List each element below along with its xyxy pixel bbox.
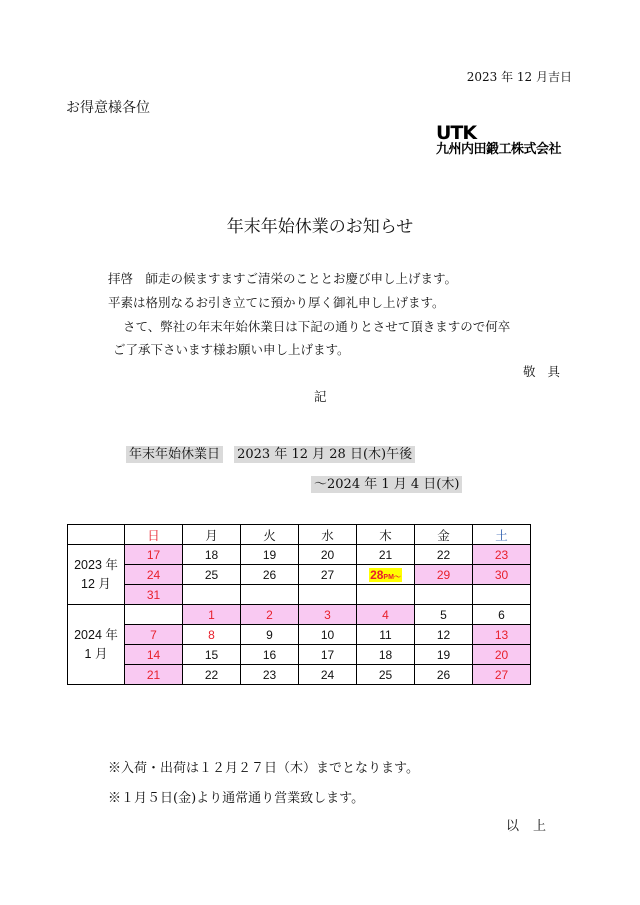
calendar-row xyxy=(68,565,531,585)
month-label-jan xyxy=(68,605,125,685)
calendar-day: 11 xyxy=(357,625,415,645)
calendar-day-number: 28 xyxy=(370,567,384,582)
calendar-day: 8 xyxy=(183,625,241,645)
jan-month: 1 月 xyxy=(84,646,108,661)
calendar-day: 24 xyxy=(125,565,183,585)
calendar-day: 19 xyxy=(241,545,299,565)
weekday-fri: 金 xyxy=(415,525,473,545)
calendar-day: 2 xyxy=(241,605,299,625)
calendar-day: 17 xyxy=(125,545,183,565)
calendar-day: 21 xyxy=(357,545,415,565)
calendar-day: 17 xyxy=(299,645,357,665)
calendar-day: 30 xyxy=(473,565,531,585)
weekday-header-row xyxy=(68,525,531,545)
calendar-row xyxy=(68,585,531,605)
calendar-day: 22 xyxy=(183,665,241,685)
weekday-wed: 水 xyxy=(299,525,357,545)
weekday-sun: 日 xyxy=(125,525,183,545)
document-date: 2023 年 12 月吉日 xyxy=(466,70,572,84)
calendar-day: 27 xyxy=(299,565,357,585)
calendar-day: 13 xyxy=(473,625,531,645)
company-logo xyxy=(436,124,576,157)
calendar-day-empty xyxy=(473,585,531,605)
body-line: 平素は格別なるお引き立てに預かり厚く御礼申し上げます。 xyxy=(108,295,445,310)
calendar-day-empty xyxy=(183,585,241,605)
calendar-day: 15 xyxy=(183,645,241,665)
calendar-day: 23 xyxy=(473,545,531,565)
calendar-row xyxy=(68,665,531,685)
calendar-day: 7 xyxy=(125,625,183,645)
calendar-day: 31 xyxy=(125,585,183,605)
calendar-day: 20 xyxy=(299,545,357,565)
company-name: 九州内田鍛工株式会社 xyxy=(436,142,562,157)
calendar-day-empty xyxy=(125,605,183,625)
calendar-day: 5 xyxy=(415,605,473,625)
weekday-mon: 月 xyxy=(183,525,241,545)
body-line: ご了承下さいます様お願い申し上げます。 xyxy=(113,342,350,357)
calendar-day-half xyxy=(357,565,415,585)
calendar-day: 4 xyxy=(357,605,415,625)
recipient: お得意様各位 xyxy=(66,100,150,116)
reopen-note: ※１月５日(金)より通常通り営業致します。 xyxy=(108,791,365,806)
weekday-tue: 火 xyxy=(241,525,299,545)
holiday-end-wrap xyxy=(311,473,462,492)
holiday-calendar xyxy=(67,524,531,685)
page-title: 年末年始休業のお知らせ xyxy=(226,217,414,237)
half-day-highlight xyxy=(369,568,402,582)
ki-heading: 記 xyxy=(314,389,327,404)
end-mark: 以上 xyxy=(505,819,560,834)
calendar-day: 23 xyxy=(241,665,299,685)
body-line: 拝啓 師走の候ますますご清栄のこととお慶び申し上げます。 xyxy=(108,271,458,286)
calendar-day: 16 xyxy=(241,645,299,665)
calendar-day: 9 xyxy=(241,625,299,645)
calendar-day: 22 xyxy=(415,545,473,565)
jan-year: 2024 年 xyxy=(74,627,118,642)
calendar-day: 21 xyxy=(125,665,183,685)
calendar-day: 18 xyxy=(357,645,415,665)
logo-mark: UTK xyxy=(436,122,477,144)
calendar-corner xyxy=(68,525,125,545)
calendar-day: 25 xyxy=(183,565,241,585)
weekday-sat: 土 xyxy=(473,525,531,545)
weekday-thu: 木 xyxy=(357,525,415,545)
dec-year: 2023 年 xyxy=(74,557,118,572)
calendar-day-empty xyxy=(415,585,473,605)
calendar-day: 25 xyxy=(357,665,415,685)
calendar-day: 12 xyxy=(415,625,473,645)
holiday-end: ～2024 年 1 月 4 日(木) xyxy=(311,476,462,493)
pm-mark: PM～ xyxy=(383,573,401,581)
calendar-day-empty xyxy=(299,585,357,605)
calendar-day: 19 xyxy=(415,645,473,665)
calendar-day-empty xyxy=(241,585,299,605)
calendar-day: 26 xyxy=(415,665,473,685)
holiday-period xyxy=(126,443,415,462)
holiday-start: 2023 年 12 月 28 日(木)午後 xyxy=(234,446,415,463)
calendar-day: 18 xyxy=(183,545,241,565)
calendar-day: 29 xyxy=(415,565,473,585)
closing-greeting: 敬具 xyxy=(522,364,572,379)
month-label-dec xyxy=(68,545,125,605)
calendar-day: 1 xyxy=(183,605,241,625)
calendar-day: 27 xyxy=(473,665,531,685)
calendar-day: 6 xyxy=(473,605,531,625)
dec-month: 12 月 xyxy=(81,576,111,591)
calendar-row xyxy=(68,605,531,625)
body-line: さて、弊社の年末年始休業日は下記の通りとさせて頂きますので何卒 xyxy=(123,319,511,334)
calendar-row xyxy=(68,545,531,565)
calendar-day: 26 xyxy=(241,565,299,585)
calendar-day: 3 xyxy=(299,605,357,625)
calendar-day: 14 xyxy=(125,645,183,665)
calendar-row xyxy=(68,645,531,665)
calendar-day-empty xyxy=(357,585,415,605)
calendar-day: 20 xyxy=(473,645,531,665)
calendar-day: 24 xyxy=(299,665,357,685)
calendar-row xyxy=(68,625,531,645)
holiday-label: 年末年始休業日 xyxy=(126,446,223,463)
shipping-note: ※入荷・出荷は１２月２７日（木）までとなります。 xyxy=(108,761,419,776)
calendar-day: 10 xyxy=(299,625,357,645)
